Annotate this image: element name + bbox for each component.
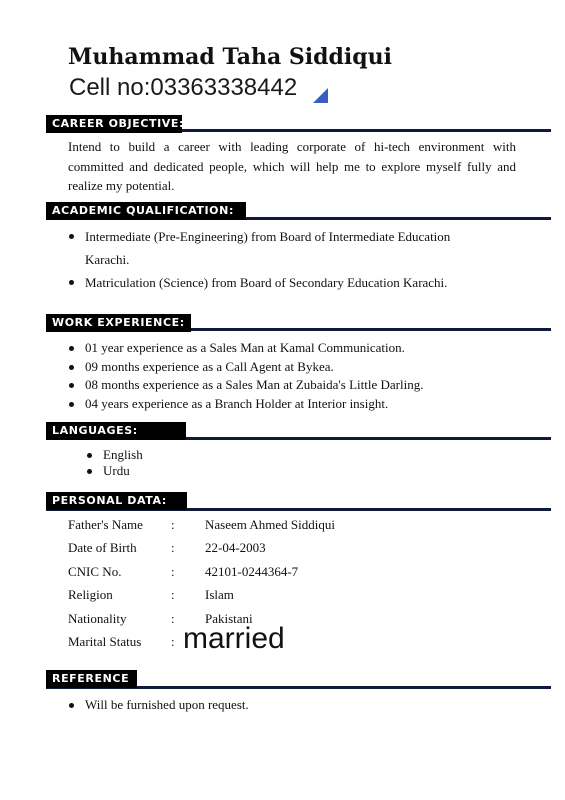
field-label: Date of Birth: [68, 540, 137, 555]
list-item: Will be furnished upon request.: [68, 696, 249, 714]
field-value: Islam: [205, 587, 234, 602]
list-item: 01 year experience as a Sales Man at Kamal Communication.: [68, 339, 423, 358]
list-item: 08 months experience as a Sales Man at Zubaida's Little Darling.: [68, 376, 423, 395]
personal-row: [68, 515, 528, 535]
personal-row: [68, 622, 528, 655]
field-label: Marital Status: [68, 634, 142, 649]
personal-row: [68, 585, 528, 605]
list-item-continuation: [68, 248, 450, 271]
field-label: Nationality: [68, 611, 127, 626]
languages-list: [86, 447, 143, 479]
list-item: Urdu: [86, 463, 143, 479]
list-item: [68, 225, 450, 248]
academic-item-line: Matriculation (Science) from Board of Secondary Education Karachi.: [85, 275, 448, 290]
field-label: Father's Name: [68, 517, 143, 532]
field-value: married: [183, 622, 285, 655]
field-label: Religion: [68, 587, 113, 602]
applicant-name: Muhammad Taha Siddiqui: [68, 44, 392, 70]
list-item: 04 years experience as a Branch Holder at Interior insight.: [68, 395, 423, 414]
personal-row: [68, 538, 528, 558]
work-list: [68, 339, 423, 413]
field-value: Pakistani: [205, 611, 253, 626]
corner-mark: [313, 88, 328, 103]
academic-item-line: Karachi.: [85, 252, 130, 267]
work-heading: WORK EXPERIENCE:: [46, 314, 191, 332]
field-value: Naseem Ahmed Siddiqui: [205, 517, 335, 532]
personal-row: [68, 609, 528, 629]
field-separator: :: [171, 540, 175, 555]
personal-row: [68, 562, 528, 582]
field-value: 22-04-2003: [205, 540, 266, 555]
academic-heading: ACADEMIC QUALIFICATION:: [46, 202, 246, 220]
academic-list: [68, 225, 450, 294]
field-separator: :: [171, 564, 175, 579]
field-label: CNIC No.: [68, 564, 122, 579]
field-separator: :: [171, 611, 175, 626]
field-value: 42101-0244364-7: [205, 564, 299, 579]
field-separator: :: [171, 517, 175, 532]
field-separator: :: [171, 587, 175, 602]
reference-list: [68, 696, 249, 714]
reference-heading: REFERENCE: [46, 670, 137, 688]
list-item: 09 months experience as a Call Agent at Bykea.: [68, 358, 423, 377]
career-objective-text: Intend to build a career with leading corporate of hi-tech environment with committed and dedicated people, which will help me to explore myself fully and realize my potential.: [68, 139, 516, 193]
cell-number: Cell no:03363338442: [69, 74, 298, 101]
academic-item-line: Intermediate (Pre-Engineering) from Board of Intermediate Education: [85, 229, 451, 244]
list-item: English: [86, 447, 143, 463]
languages-heading: LANGUAGES:: [46, 422, 186, 440]
field-separator: :: [171, 634, 175, 649]
personal-heading: PERSONAL DATA:: [46, 492, 187, 510]
career-objective-heading: CAREER OBJECTIVE:: [46, 115, 182, 133]
list-item: [68, 271, 450, 294]
